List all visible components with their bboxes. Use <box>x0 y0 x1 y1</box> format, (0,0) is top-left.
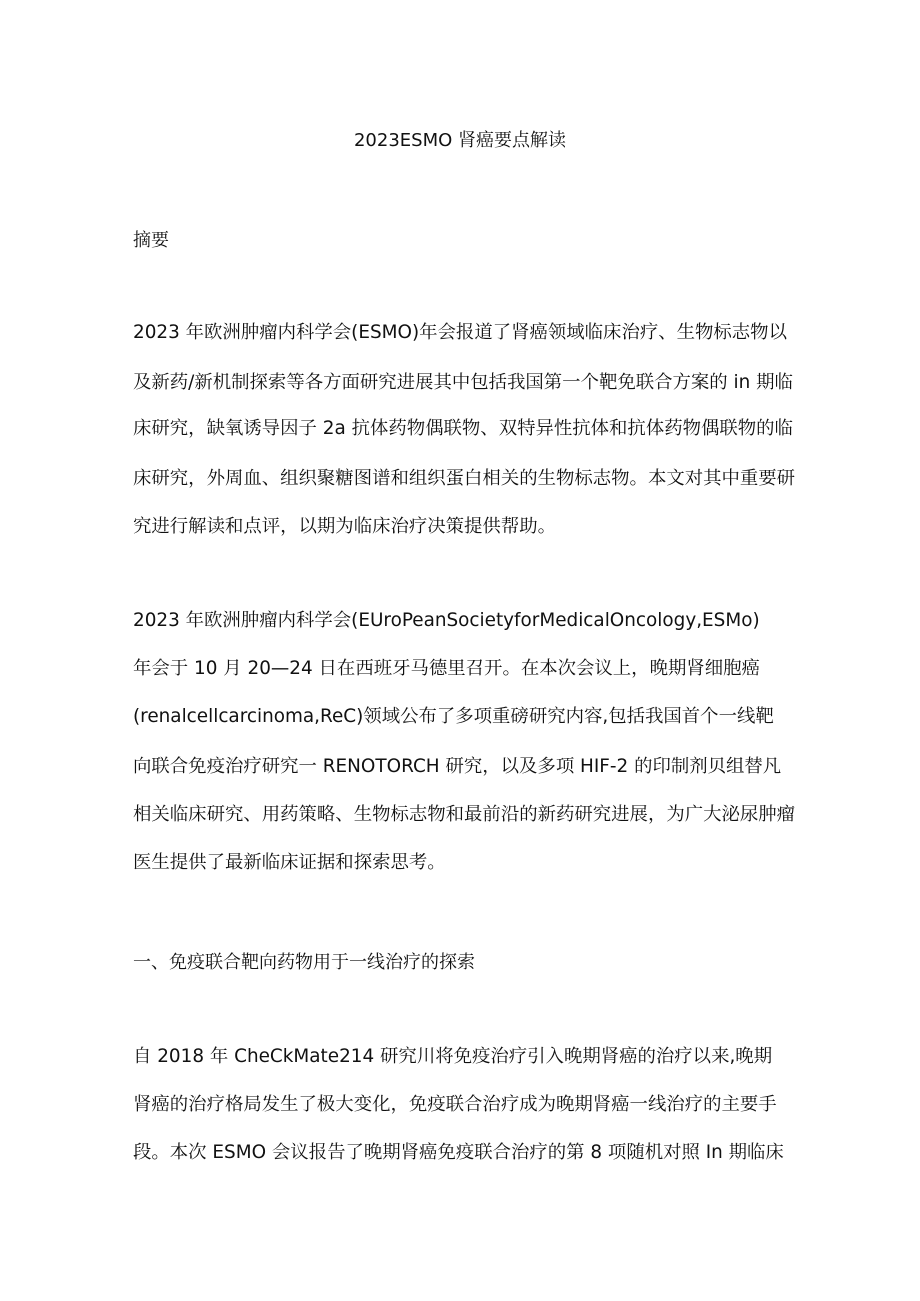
intro-line: 向联合免疫治疗研究一 RENOTORCH 研究，以及多项 HIF-2 的印制剂贝组替凡 <box>133 756 782 777</box>
section1-heading: 一、免疫联合靶向药物用于一线治疗的探索 <box>133 952 475 973</box>
abstract-line: 究进行解读和点评，以期为临床治疗决策提供帮助。 <box>133 516 556 537</box>
abstract-line: 2023 年欧洲肿瘤内科学会(ESMO)年会报道了肾癌领域临床治疗、生物标志物以 <box>133 322 787 343</box>
section1-line: 自 2018 年 CheCkMate214 研究川将免疫治疗引入晚期肾癌的治疗以来,晚期 <box>133 1046 773 1067</box>
abstract-heading: 摘要 <box>133 230 169 251</box>
section1-line: 段。本次 ESMO 会议报告了晚期肾癌免疫联合治疗的第 8 项随机对照 In 期临床 <box>133 1142 784 1163</box>
abstract-line: 床研究，外周血、组织聚糖图谱和组织蛋白相关的生物标志物。本文对其中重要研 <box>133 468 796 489</box>
intro-line: 年会于 10 月 20—24 日在西班牙马德里召开。在本次会议上，晚期肾细胞癌 <box>133 658 760 679</box>
document-title: 2023ESMO 肾癌要点解读 <box>353 130 567 151</box>
intro-line: 2023 年欧洲肿瘤内科学会(EUroPeanSocietyforMedicalOncology,ESMo) <box>133 610 760 631</box>
intro-line: 医生提供了最新临床证据和探索思考。 <box>133 852 446 873</box>
abstract-line: 及新药/新机制探索等各方面研究进展其中包括我国第一个靶免联合方案的 in 期临 <box>133 372 793 393</box>
intro-line: (renalcellcarcinoma,ReC)领域公布了多项重磅研究内容,包括我国首个一线靶 <box>133 706 774 727</box>
section1-line: 肾癌的治疗格局发生了极大变化，免疫联合治疗成为晚期肾癌一线治疗的主要手 <box>133 1094 777 1115</box>
intro-line: 相关临床研究、用药策略、生物标志物和最前沿的新药研究进展，为广大泌尿肿瘤 <box>133 804 796 825</box>
abstract-line: 床研究，缺氧诱导因子 2a 抗体药物偶联物、双特异性抗体和抗体药物偶联物的临 <box>133 418 793 439</box>
